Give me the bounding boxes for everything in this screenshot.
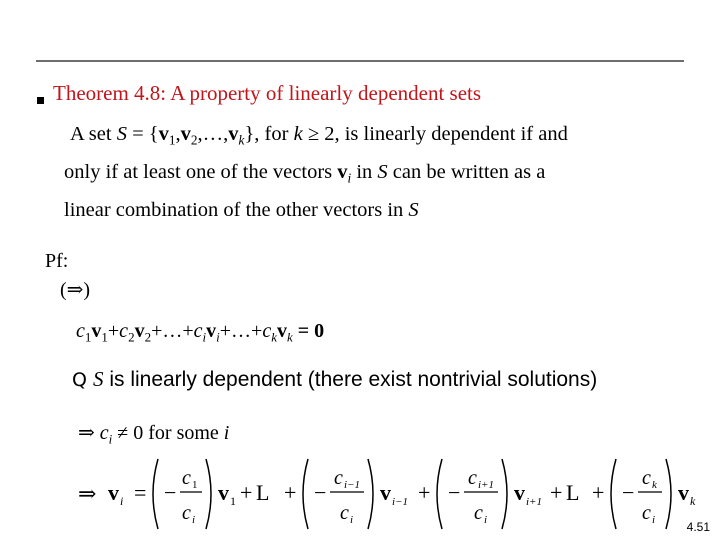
svg-text:k: k: [690, 494, 696, 508]
svg-text:L: L: [566, 480, 580, 505]
svg-text:i: i: [192, 514, 196, 526]
svg-text:v: v: [678, 480, 689, 505]
svg-text:c: c: [182, 467, 191, 489]
svg-text:c: c: [340, 502, 349, 524]
svg-text:+: +: [592, 480, 605, 505]
proof-label: Pf:: [45, 250, 69, 272]
svg-text:i−1: i−1: [344, 479, 360, 491]
theorem-title: Theorem 4.8: A property of linearly dependent sets: [53, 81, 482, 105]
svg-text:i: i: [350, 514, 354, 526]
svg-text:L: L: [256, 480, 270, 505]
svg-text:i: i: [652, 514, 656, 526]
ci-nonzero-line: ⇒ $c_i \ne 0$ for some i: [78, 422, 230, 447]
svg-text:c: c: [642, 502, 651, 524]
svg-text:i−1: i−1: [392, 496, 408, 508]
page-number: 4.51: [686, 520, 710, 534]
svg-text:i: i: [484, 514, 488, 526]
svg-text:−: −: [622, 480, 635, 505]
header-rule: [36, 60, 684, 62]
svg-text:i: i: [120, 494, 124, 508]
since-line: Q S is linearly dependent (there exist nontrivial solutions): [72, 367, 598, 391]
implies-symbol: ⇒: [78, 481, 97, 506]
svg-text:+: +: [418, 480, 431, 505]
svg-text:1: 1: [192, 479, 198, 491]
svg-text:i+1: i+1: [526, 496, 542, 508]
bullet-icon: [37, 97, 44, 104]
svg-text:−: −: [314, 480, 327, 505]
svg-text:+: +: [240, 480, 253, 505]
svg-text:c: c: [642, 467, 651, 489]
statement-line-3: linear combination of the other vectors in S: [64, 199, 419, 221]
svg-text:i+1: i+1: [478, 479, 494, 491]
svg-text:−: −: [164, 480, 177, 505]
since-symbol: Q: [72, 369, 87, 391]
svg-text:c: c: [334, 467, 343, 489]
svg-text:+: +: [550, 480, 563, 505]
svg-text:c: c: [468, 467, 477, 489]
proof-direction: (⇒): [60, 279, 91, 301]
vi-expansion-formula: [100, 455, 705, 533]
svg-text:=: =: [134, 480, 147, 505]
svg-text:v: v: [514, 480, 525, 505]
statement-line-1: A set $S = \{v_1,v_2,\dots,v_k\}$, for k ≥ 2, is linearly dependent if and: [70, 123, 568, 148]
svg-text:c: c: [474, 502, 483, 524]
svg-text:+: +: [284, 480, 297, 505]
svg-text:c: c: [182, 502, 191, 524]
svg-text:k: k: [652, 479, 657, 491]
svg-text:v: v: [218, 480, 229, 505]
statement-line-2: only if at least one of the vectors $v_i$ in S can be written as a: [64, 161, 546, 186]
svg-text:v: v: [108, 480, 119, 505]
svg-text:v: v: [380, 480, 391, 505]
svg-text:−: −: [448, 480, 461, 505]
svg-text:1: 1: [230, 494, 236, 508]
linear-combination-equation: $c_1v_1+c_2v_2+\dots+c_iv_i+\dots+c_kv_k = 0$: [76, 320, 325, 345]
